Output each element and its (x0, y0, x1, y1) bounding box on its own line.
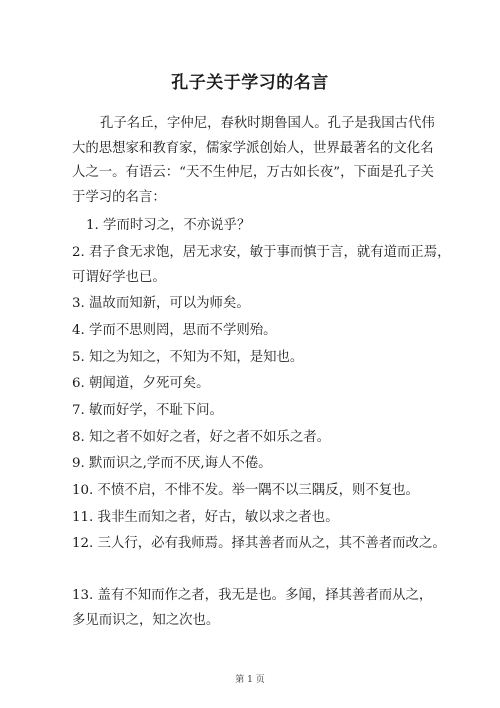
intro-line: 大的思想家和教育家，儒家学派创始人，世界最著名的文化名 (72, 140, 434, 156)
quote-text: 3. 温故而知新，可以为师矣。 (72, 296, 250, 311)
quote-text: 1. 学而时习之，不亦说乎？ (86, 218, 251, 233)
quote-item-10 (72, 479, 419, 504)
document-title: 孔子关于学习的名言 (171, 73, 329, 93)
quote-item-9 (72, 452, 272, 477)
quote-text: 13. 盖有不知而作之者，我无是也。多闻，择其善者而从之， (72, 588, 433, 603)
intro-line: 人之一。有语云：“天不生仲尼，万古如长夜”，下面是孔子关 (72, 165, 434, 180)
quote-text: 11. 我非生而知之者，好古，敏以求之者也。 (72, 510, 339, 525)
intro-paragraph (72, 112, 436, 210)
quote-item-7 (72, 399, 223, 424)
page-number: 第 1 页 (235, 675, 265, 685)
quote-text: 12. 三人行，必有我师焉。择其善者而从之，其不善者而改之。 (72, 536, 446, 551)
quote-item-1 (86, 214, 250, 239)
quote-item-6 (72, 372, 210, 397)
quote-text: 7. 敏而好学，不耻下问。 (72, 403, 223, 418)
quote-text: 6. 朝闻道，夕死可矣。 (72, 376, 210, 391)
intro-line: 于学习的名言： (72, 189, 166, 205)
quote-text: 5. 知之为知之，不知为不知，是知也。 (72, 350, 304, 365)
quote-item-3 (72, 292, 250, 317)
quote-item-8 (72, 426, 330, 451)
quote-text: 9. 默而识之,学而不厌,诲人不倦。 (72, 456, 272, 471)
quote-item-12 (72, 532, 446, 557)
quote-continuation: 可谓好学也已。 (72, 269, 166, 285)
quote-text: 8. 知之者不如好之者，好之者不如乐之者。 (72, 430, 331, 445)
quote-item-5 (72, 346, 303, 371)
quote-item-13 (72, 584, 432, 633)
quote-text: 4. 学而不思则罔，思而不学则殆。 (72, 323, 277, 338)
quote-item-2 (72, 241, 451, 290)
quote-item-11 (72, 506, 339, 531)
quote-continuation: 多见而识之，知之次也。 (72, 612, 220, 628)
intro-line: 孔子名丘，字仲尼，春秋时期鲁国人。孔子是我国古代伟 (100, 116, 435, 131)
quote-text: 2. 君子食无求饱，居无求安，敏于事而慎于言，就有道而正焉， (72, 245, 451, 260)
quote-text: 10. 不愤不启，不悱不发。举一隅不以三隅反，则不复也。 (72, 483, 419, 498)
quote-item-4 (72, 319, 277, 344)
